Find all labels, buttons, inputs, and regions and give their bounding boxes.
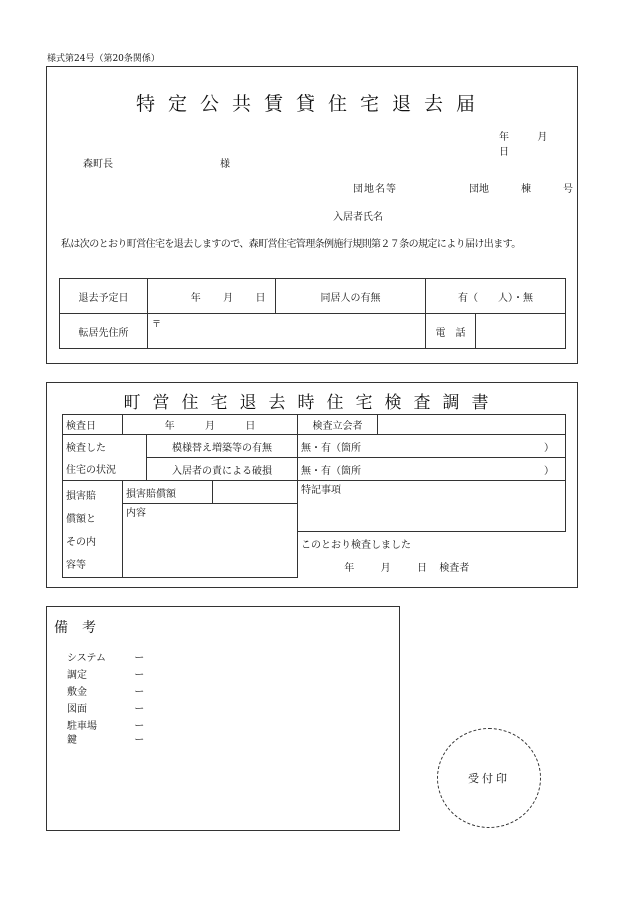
compensation-amount-field[interactable] — [213, 481, 298, 504]
date-year: 年 — [499, 132, 509, 143]
remarks-item — [67, 649, 144, 666]
remarks-list — [67, 649, 144, 745]
witness-field[interactable] — [378, 415, 566, 435]
compensation-content-label: 内容 — [126, 508, 146, 519]
reception-stamp-area — [437, 728, 541, 828]
renovation-row — [63, 435, 566, 458]
compensation-row-1 — [63, 481, 566, 504]
remarks-item — [67, 700, 144, 717]
move-out-notice-section — [46, 66, 578, 364]
move-out-month: 月 — [223, 292, 234, 304]
form-number: 様式第24号（第20条関係） — [47, 54, 160, 64]
notice-statement: 私は次のとおり町営住宅を退去しますので、森町営住宅管理条例施行規則第２７条の規定により届け出ます。 — [61, 239, 521, 250]
complex-gou: 号 — [563, 184, 573, 195]
remarks-item-label: 図面 — [67, 704, 87, 715]
inspection-year: 年 — [164, 421, 175, 432]
inspection-date-label: 検査日 — [63, 415, 123, 435]
move-out-date-label: 退去予定日 — [60, 279, 148, 314]
remarks-item — [67, 683, 144, 700]
damage-label: 入居者の責による破損 — [147, 458, 298, 481]
remarks-item-label: システム — [67, 653, 106, 664]
move-out-date-field[interactable] — [148, 279, 276, 314]
remarks-item-value: ー — [134, 721, 145, 732]
addressee-honorific: 様 — [220, 159, 230, 170]
complex-label: 団地名等 — [353, 184, 397, 195]
remarks-item-label: 駐車場 — [67, 721, 97, 732]
cohabitant-field[interactable]: 有（ 人）・無 — [426, 279, 566, 314]
status-label-1: 検査した — [63, 435, 147, 458]
move-out-day: 日 — [255, 292, 266, 304]
remarks-title: 備 考 — [54, 620, 96, 636]
remarks-item-label: 鍵 — [67, 735, 77, 746]
compensation-label-line: 容等 — [66, 560, 86, 571]
remarks-item-value: ー — [134, 653, 145, 664]
inspection-table — [62, 414, 566, 578]
compensation-amount-label: 損害賠償額 — [123, 481, 213, 504]
notice-table — [59, 278, 566, 349]
compensation-label-line: 償額と — [66, 514, 96, 525]
inspector-label: 検査者 — [439, 562, 470, 574]
remarks-item-value: ー — [134, 670, 145, 681]
remarks-section — [46, 606, 400, 831]
compensation-label-line: その内 — [66, 537, 96, 548]
damage-value: 無・有（箇所 — [301, 465, 361, 477]
damage-close-paren: ） — [544, 465, 554, 477]
confirm-text: このとおり検査しました — [298, 532, 566, 555]
phone-field[interactable] — [476, 314, 566, 349]
new-address-row — [60, 314, 566, 349]
remarks-item-value: ー — [134, 704, 145, 715]
status-label-2: 住宅の状況 — [63, 458, 147, 481]
notice-date — [499, 128, 577, 158]
addressee-name: 森町長 — [83, 159, 113, 170]
complex-tou: 棟 — [521, 184, 531, 195]
inspection-date-field[interactable] — [123, 415, 298, 435]
renovation-label: 模様替え増築等の有無 — [147, 435, 298, 458]
compensation-label-line: 損害賠 — [66, 491, 96, 502]
damage-field[interactable] — [298, 458, 566, 481]
remarks-item-value: ー — [134, 687, 145, 698]
remarks-item-value: ー — [134, 735, 145, 746]
confirm-month: 月 — [380, 562, 391, 574]
damage-row — [63, 458, 566, 481]
inspection-date-row — [63, 415, 566, 435]
renovation-close-paren: ） — [544, 442, 554, 454]
cohabitant-label: 同居人の有無 — [276, 279, 426, 314]
inspection-section — [46, 382, 578, 588]
inspection-title: 町営住宅退去時住宅検査調書 — [123, 393, 501, 413]
confirm-day: 日 — [416, 562, 427, 574]
special-notes-field[interactable] — [298, 481, 566, 532]
move-out-row — [60, 279, 566, 314]
remarks-item — [67, 717, 144, 731]
phone-label: 電 話 — [426, 314, 476, 349]
move-out-year: 年 — [190, 292, 201, 304]
confirm-date — [298, 555, 566, 578]
renovation-field[interactable] — [298, 435, 566, 458]
notice-title: 特定公共賃貸住宅退去届 — [135, 93, 488, 115]
new-address-label: 転居先住所 — [60, 314, 148, 349]
resident-name-label: 入居者氏名 — [333, 212, 383, 223]
inspection-day: 日 — [245, 421, 256, 432]
new-address-field[interactable] — [148, 314, 426, 349]
remarks-item-label: 敷金 — [67, 687, 87, 698]
date-month: 月 — [537, 132, 548, 143]
date-day: 日 — [499, 147, 509, 158]
remarks-item — [67, 731, 144, 745]
inspection-month: 月 — [205, 421, 215, 432]
confirm-year: 年 — [344, 562, 355, 574]
compensation-label-cell — [63, 481, 123, 578]
renovation-value: 無・有（箇所 — [301, 442, 361, 454]
compensation-content-field[interactable] — [123, 504, 298, 578]
complex-danchi: 団地 — [469, 184, 489, 195]
special-notes-label: 特記事項 — [301, 485, 341, 496]
remarks-item — [67, 666, 144, 683]
postal-mark: 〒 — [152, 320, 162, 330]
reception-stamp-label: 受付印 — [468, 772, 510, 785]
remarks-item-label: 調定 — [67, 670, 87, 681]
witness-label: 検査立会者 — [298, 415, 378, 435]
